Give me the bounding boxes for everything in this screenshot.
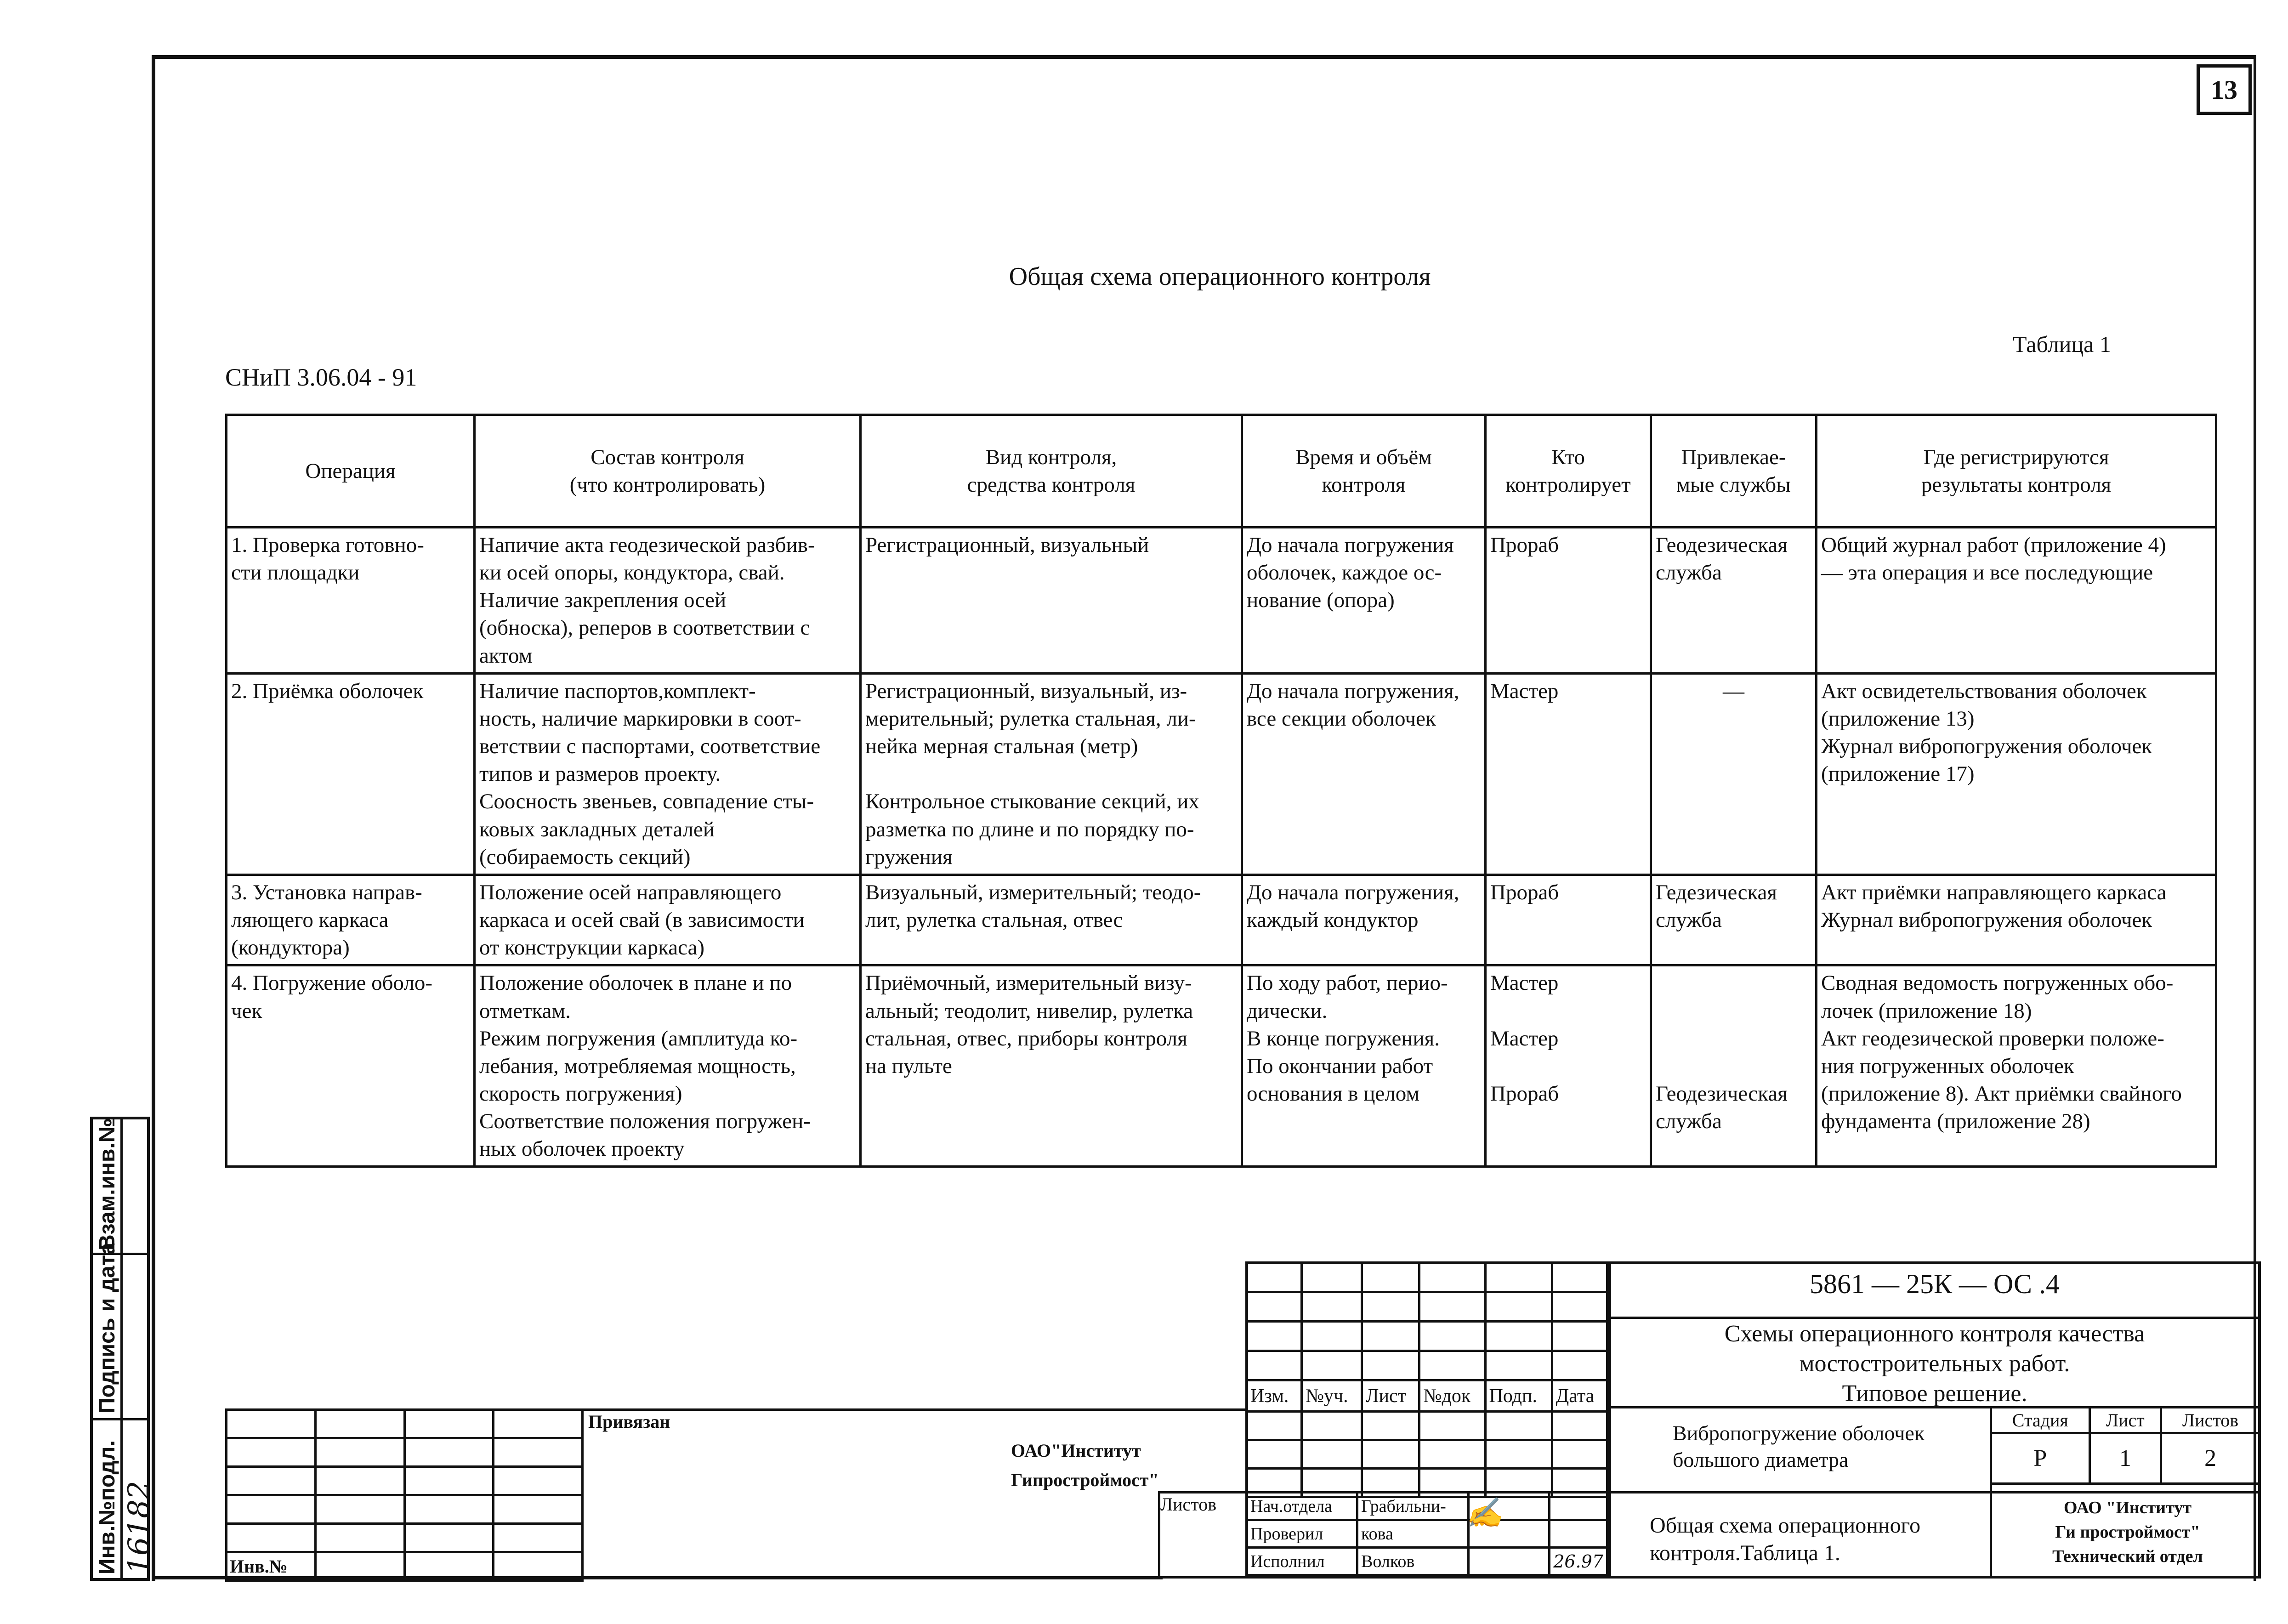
- side-vzam: Взам.инв.№: [95, 1118, 119, 1250]
- side-inv-podl: Инв.№подл.: [95, 1440, 119, 1574]
- role-label: Нач.отдела: [1247, 1493, 1357, 1520]
- table-row: [227, 965, 2216, 1167]
- side-stamp: [90, 1117, 156, 1581]
- table-number: Таблица 1: [2013, 331, 2111, 357]
- side-sign-date: Подпись и дата: [95, 1243, 119, 1414]
- signature-row: [1247, 1548, 1607, 1575]
- sheet-value: 1: [2089, 1433, 2161, 1484]
- organization: ОАО "Институт Ги простроймост" Технический отдел: [2052, 1498, 2203, 1567]
- binding-cell: [404, 1495, 494, 1524]
- sheets-label: Листов: [2161, 1408, 2260, 1433]
- binding-cell: [315, 1524, 404, 1552]
- document-title: Схемы операционного контроля качества мостостроительных работ. Типовое решение.: [1724, 1321, 2145, 1407]
- table-cell: Положение осей направляющего каркаса и осей свай (в зависимости от конструкции каркаса): [475, 874, 861, 965]
- table-cell: До начала погружения, каждый кондуктор: [1242, 874, 1486, 965]
- person-name: Грабильни-: [1357, 1493, 1469, 1520]
- page-number: 13: [2197, 64, 2252, 115]
- binding-cell: [494, 1410, 583, 1438]
- binding-cell: [227, 1438, 316, 1467]
- table-cell: По ходу работ, перио- дически. В конце погружения. По окончании работ основания в целом: [1242, 965, 1486, 1167]
- binding-org: ОАО"Институт Гипростроймост": [1011, 1440, 1159, 1490]
- column-header-1: Операция: [227, 415, 475, 528]
- sheet-title: Общая схема операционного контроля.Таблица 1.: [1650, 1513, 1921, 1565]
- person-name: кова: [1357, 1520, 1469, 1548]
- table-cell: Положение оболочек в плане и по отметкам. Режим погружения (амплитуда ко- лебания, мотребляемая мощность, скорость погружения) Соответствие положения погружен- ных оболочек проекту: [475, 965, 861, 1167]
- signatures-table: [1245, 1491, 1608, 1576]
- revision-header: №уч.: [1301, 1380, 1362, 1412]
- signature-cell: [1468, 1548, 1549, 1575]
- table-cell: 1. Проверка готовно- сти площадки: [227, 528, 475, 674]
- table-cell: Визуальный, измерительный; теодо- лит, рулетка стальная, отвес: [861, 874, 1242, 965]
- binding-listov: Листов: [1160, 1494, 1217, 1515]
- binding-cell: [494, 1438, 583, 1467]
- stamp-divider: [1608, 1261, 1611, 1579]
- sheet-label: Лист: [2089, 1408, 2161, 1433]
- control-table: [225, 414, 2217, 1168]
- table-cell: Регистрационный, визуальный: [861, 528, 1242, 674]
- revision-header: Дата: [1552, 1380, 1607, 1412]
- binding-cell: [494, 1495, 583, 1524]
- table-cell: Регистрационный, визуальный, из- мерительный; рулетка стальная, ли- нейка мерная стальная (метр) Контрольное стыкование секций, их разметка по длине и по порядку по- гружения: [861, 673, 1242, 874]
- binding-cell: [315, 1552, 404, 1581]
- column-header-6: Привлекае- мые службы: [1651, 415, 1817, 528]
- table-cell: Прораб: [1486, 874, 1651, 965]
- binding-cell: [404, 1410, 494, 1438]
- table-cell: Общий журнал работ (приложение 4) — эта операция и все последующие: [1817, 528, 2216, 674]
- table-cell: —: [1651, 673, 1817, 874]
- snip-reference: СНиП 3.06.04 - 91: [225, 363, 417, 391]
- column-header-4: Время и объём контроля: [1242, 415, 1486, 528]
- table-cell: 4. Погружение оболо- чек: [227, 965, 475, 1167]
- table-cell: Геодезическая служба: [1651, 528, 1817, 674]
- binding-cell: [404, 1467, 494, 1495]
- binding-cell: [227, 1495, 316, 1524]
- stage-value: Р: [1991, 1433, 2090, 1484]
- signature-scribble: ✍: [1466, 1496, 1503, 1530]
- table-cell: Акт приёмки направляющего каркаса Журнал вибропогружения оболочек: [1817, 874, 2216, 965]
- table-cell: 3. Установка направ- ляющего каркаса (кондуктора): [227, 874, 475, 965]
- revision-header: Подп.: [1485, 1380, 1552, 1412]
- revision-header: Лист: [1362, 1380, 1419, 1412]
- revision-header: №док: [1419, 1380, 1485, 1412]
- table-cell: Прораб: [1486, 528, 1651, 674]
- binding-cell: [315, 1495, 404, 1524]
- binding-cell: [315, 1467, 404, 1495]
- binding-cell: [494, 1552, 583, 1581]
- document-code: 5861 — 25К — ОС .4: [1809, 1269, 2060, 1299]
- table-row: [227, 528, 2216, 674]
- binding-cell: [227, 1410, 316, 1438]
- binding-cell: [227, 1524, 316, 1552]
- date-cell: 26.97: [1550, 1548, 1607, 1575]
- table-cell: 2. Приёмка оболочек: [227, 673, 475, 874]
- side-inv-value: 16182: [122, 1481, 156, 1574]
- column-header-5: Кто контролирует: [1486, 415, 1651, 528]
- binding-cell: [315, 1438, 404, 1467]
- table-row: [227, 673, 2216, 874]
- page-title: Общая схема операционного контроля: [1009, 262, 1431, 291]
- column-header-2: Состав контроля (что контролировать): [475, 415, 861, 528]
- stamp-hline-3: [1608, 1491, 2261, 1493]
- sheets-value: 2: [2161, 1433, 2260, 1484]
- column-header-7: Где регистрируются результаты контроля: [1817, 415, 2216, 528]
- binding-cell: [404, 1552, 494, 1581]
- table-cell: Акт освидетельствования оболочек (приложение 13) Журнал вибропогружения оболочек (приложение 17): [1817, 673, 2216, 874]
- table-cell: Гедезическая служба: [1651, 874, 1817, 965]
- role-label: Проверил: [1247, 1520, 1357, 1548]
- table-row: [227, 874, 2216, 965]
- table-cell: Геодезическая служба: [1651, 965, 1817, 1167]
- table-cell: Приёмочный, измерительный визу- альный; теодолит, нивелир, рулетка стальная, отвес, приборы контроля на пульте: [861, 965, 1242, 1167]
- stamp-hline-1: [1608, 1317, 2261, 1319]
- date-cell: [1550, 1493, 1607, 1520]
- date-cell: [1550, 1520, 1607, 1548]
- column-header-3: Вид контроля, средства контроля: [861, 415, 1242, 528]
- table-cell: Напичие акта геодезической разбив- ки осей опоры, кондуктора, свай. Наличие закрепления осей (обноска), реперов в соответствии с актом: [475, 528, 861, 674]
- stage-sheet-table: [1990, 1406, 2261, 1485]
- binding-cell: [494, 1467, 583, 1495]
- table-cell: До начала погружения оболочек, каждое ос- нование (опора): [1242, 528, 1486, 674]
- table-cell: Мастер: [1486, 673, 1651, 874]
- stage-label: Стадия: [1991, 1408, 2090, 1433]
- binding-cell: [494, 1524, 583, 1552]
- signature-row: [1247, 1493, 1607, 1520]
- inv-label: Инв.№: [230, 1556, 288, 1577]
- binding-cell: [404, 1524, 494, 1552]
- role-label: Исполнил: [1247, 1548, 1357, 1575]
- binding-cell: [315, 1410, 404, 1438]
- binding-cell: [227, 1467, 316, 1495]
- table-cell: Мастер Мастер Прораб: [1486, 965, 1651, 1167]
- signature-row: [1247, 1520, 1607, 1548]
- table-cell: До начала погружения, все секции оболочек: [1242, 673, 1486, 874]
- binding-label: Привязан: [588, 1411, 670, 1432]
- table-cell: Сводная ведомость погруженных обо- лочек (приложение 18) Акт геодезической проверки положе- ния погруженных оболочек (приложение 8). Акт приёмки свайного фундамента (приложение 28): [1817, 965, 2216, 1167]
- revision-header: Изм.: [1247, 1380, 1302, 1412]
- table-cell: Наличие паспортов,комплект- ность, наличие маркировки в соот- ветствии с паспортами, соответствие типов и размеров проекту. Соосность звеньев, совпадение сты- ковых закладных деталей (собираемость секций): [475, 673, 861, 874]
- binding-cell: [404, 1438, 494, 1467]
- person-name: Волков: [1357, 1548, 1469, 1575]
- table-header-row: [227, 415, 2216, 528]
- object-name: Вибропогружение оболочек большого диаметра: [1673, 1421, 1925, 1471]
